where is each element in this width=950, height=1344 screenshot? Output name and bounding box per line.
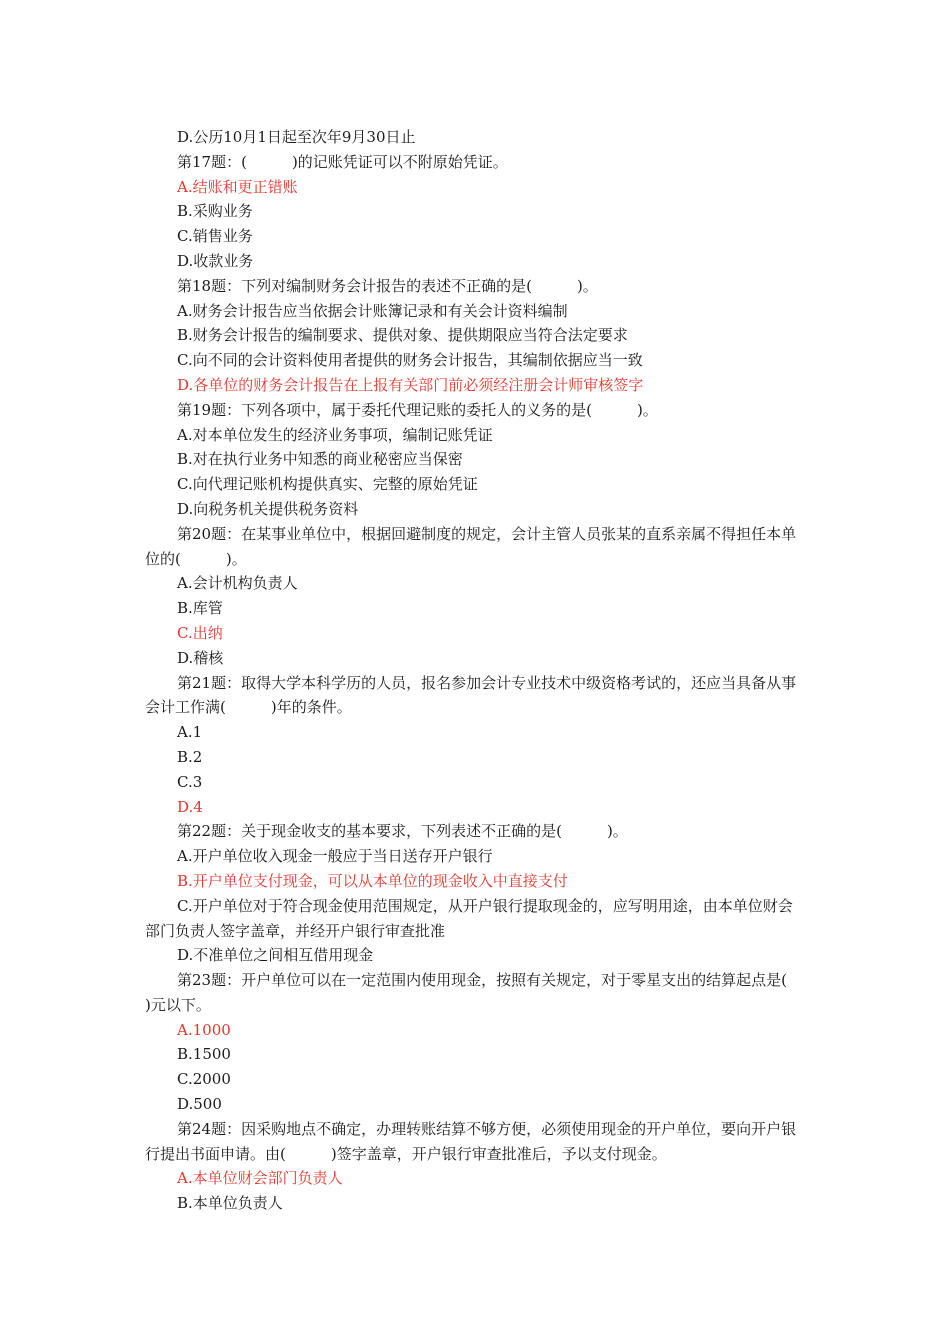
answer-option-q24-b: B.本单位负责人: [177, 1194, 283, 1213]
question-text-q22: 第22题：关于现金收支的基本要求，下列表述不正确的是( )。: [177, 822, 628, 841]
answer-option-q18-d-correct: D.各单位的财务会计报告在上报有关部门前必须经注册会计师审核签字: [177, 375, 644, 394]
question-text-q23: 第23题：开户单位可以在一定范围内使用现金，按照有关规定，对于零星支出的结算起点是( )元以下。: [145, 971, 832, 1014]
answer-option-q20-b: B.库管: [177, 599, 223, 618]
answer-option-q18-c: C.向不同的会计资料使用者提供的财务会计报告，其编制依据应当一致: [177, 351, 643, 370]
answer-option-q20-c-correct: C.出纳: [177, 623, 223, 642]
answer-option-q23-c: C.2000: [177, 1070, 231, 1089]
answer-option-q23-d: D.500: [177, 1095, 222, 1114]
answer-option-q22-d: D.不准单位之间相互借用现金: [177, 946, 374, 965]
answer-option-q19-a: A.对本单位发生的经济业务事项，编制记账凭证: [177, 425, 493, 444]
answer-option-q19-b: B.对在执行业务中知悉的商业秘密应当保密: [177, 450, 463, 469]
question-text-q19: 第19题：下列各项中，属于委托代理记账的委托人的义务的是( )。: [177, 400, 658, 419]
answer-option-q22-a: A.开户单位收入现金一般应于当日送存开户银行: [177, 847, 493, 866]
answer-option-q17-d: D.收款业务: [177, 251, 254, 270]
answer-option-q17-a-correct: A.结账和更正错账: [177, 177, 298, 196]
answer-option-q16-d: D.公历10月1日起至次年9月30日止: [177, 128, 416, 146]
question-text-q18: 第18题：下列对编制财务会计报告的表述不正确的是( )。: [177, 276, 598, 295]
answer-option-q21-b: B.2: [177, 747, 203, 766]
question-text-q21: 第21题：取得大学本科学历的人员，报名参加会计专业技术中级资格考试的，还应当具备从事会计工作满( )年的条件。: [145, 673, 797, 717]
answer-option-q20-a: A.会计机构负责人: [177, 574, 298, 593]
answer-option-q22-b-correct: B.开户单位支付现金，可以从本单位的现金收入中直接支付: [177, 871, 568, 890]
answer-option-q23-a-correct: A.1000: [177, 1020, 231, 1039]
answer-option-q19-c: C.向代理记账机构提供真实、完整的原始凭证: [177, 475, 478, 494]
question-text-q24: 第24题：因采购地点不确定，办理转账结算不够方便，必须使用现金的开户单位，要向开户银行提出书面申请。由( )签字盖章，开户银行审查批准后，予以支付现金。: [145, 1119, 797, 1163]
answer-option-q21-a: A.1: [177, 723, 203, 742]
answer-option-q21-d-correct: D.4: [177, 797, 203, 816]
answer-option-q17-b: B.采购业务: [177, 202, 253, 221]
question-text-q20: 第20题：在某事业单位中，根据回避制度的规定，会计主管人员张某的直系亲属不得担任本单位的( )。: [145, 524, 797, 568]
answer-option-q20-d: D.稽核: [177, 648, 224, 667]
question-text-q17: 第17题：( )的记账凭证可以不附原始凭证。: [177, 152, 508, 171]
question-list: [145, 125, 832, 1216]
answer-option-q23-b: B.1500: [177, 1045, 231, 1064]
answer-option-q18-b: B.财务会计报告的编制要求、提供对象、提供期限应当符合法定要求: [177, 326, 628, 345]
answer-option-q22-c: C.开户单位对于符合现金使用范围规定，从开户银行提取现金的，应写明用途，由本单位财会部门负责人签字盖章，并经开户银行审查批准: [145, 896, 793, 940]
answer-option-q21-c: C.3: [177, 772, 203, 791]
answer-option-q24-a-correct: A.本单位财会部门负责人: [177, 1169, 343, 1188]
answer-option-q19-d: D.向税务机关提供税务资料: [177, 499, 359, 518]
answer-option-q18-a: A.财务会计报告应当依据会计账簿记录和有关会计资料编制: [177, 301, 568, 320]
answer-option-q17-c: C.销售业务: [177, 227, 253, 246]
